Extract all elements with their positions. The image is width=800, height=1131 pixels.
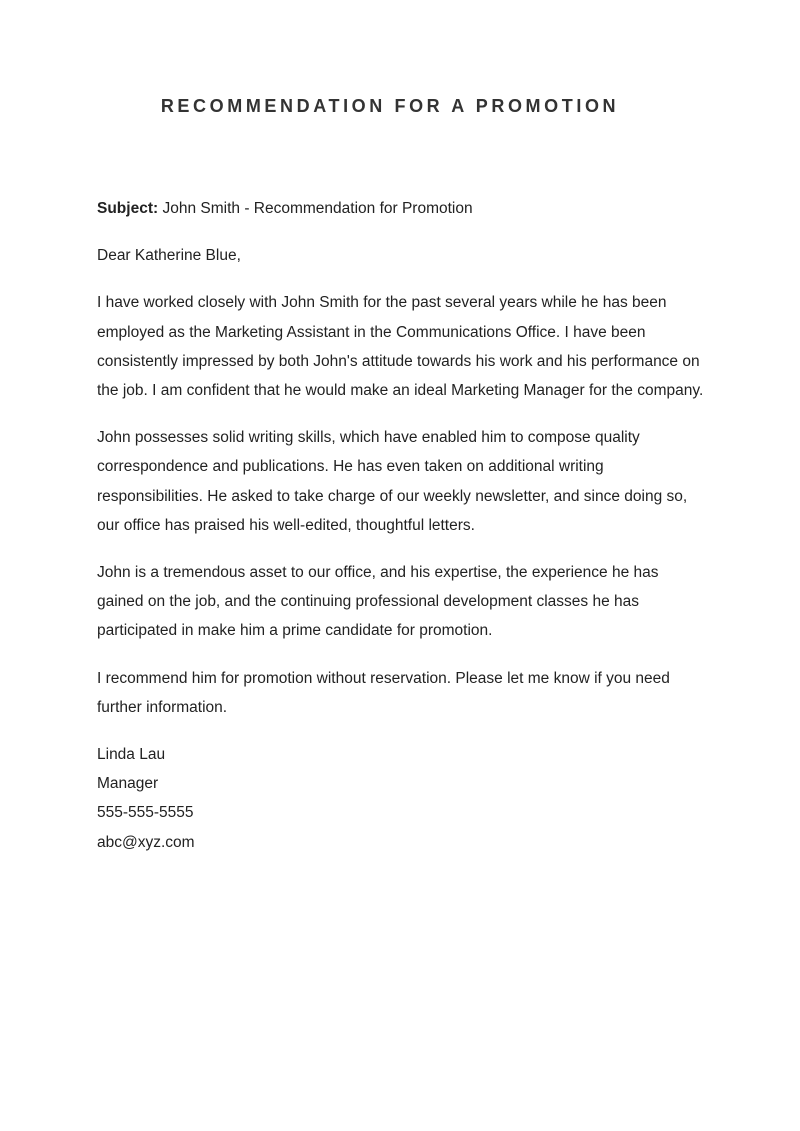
letter-body [97, 194, 707, 857]
signature-email: abc@xyz.com [97, 833, 195, 851]
signature-position: Manager [97, 775, 159, 793]
subject-text: John Smith - Recommendation for Promotion [162, 200, 473, 217]
signature-phone: 555-555-5555 [97, 804, 194, 822]
paragraph-1: I have worked closely with John Smith for the past several years while he has been employed as the Marketing Assistant in the Communications Office. I have been consistently impressed by both John's attitude towards his work and his performance on the job. I am confident that he would make an ideal Marketing Manager for the company. [97, 294, 704, 400]
subject-label: Subject: [97, 200, 159, 217]
signature-name: Linda Lau [97, 746, 166, 764]
document-title: RECOMMENDATION FOR A PROMOTION [160, 96, 620, 116]
paragraph-3: John is a tremendous asset to our office, and his expertise, the experience he has gained on the job, and the continuing professional development classes he has participated in make him a prime candidate for promotion. [97, 564, 659, 640]
signature-block [97, 740, 707, 857]
paragraph-2: John possesses solid writing skills, which have enabled him to compose quality correspondence and publications. He has even taken on additional writing responsibilities. He asked to take charge of our weekly newsletter, and since doing so, our office has praised his well-edited, thoughtful letters. [97, 429, 688, 534]
paragraph-4: I recommend him for promotion without reservation. Please let me know if you need further information. [97, 669, 670, 716]
salutation: Dear Katherine Blue, [97, 247, 241, 265]
subject-line [97, 194, 707, 223]
